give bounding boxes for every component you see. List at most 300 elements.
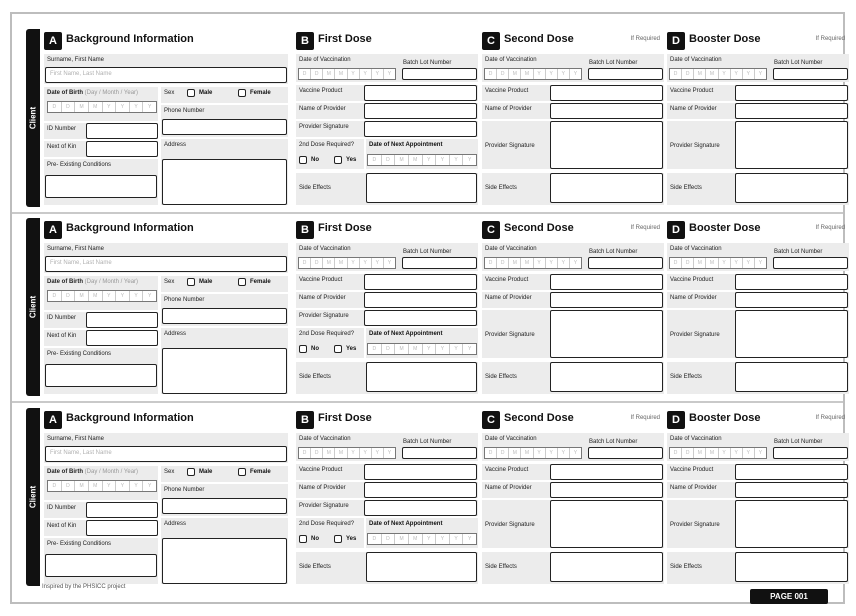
vaccination-date-field[interactable] xyxy=(484,447,582,459)
batch-lot-field[interactable] xyxy=(773,447,848,459)
no-checkbox[interactable] xyxy=(299,345,319,353)
vaccination-date-label: Date of Vaccination xyxy=(667,243,849,271)
date-cell: M xyxy=(323,69,335,79)
date-cell: Y xyxy=(130,291,144,301)
date-cell: Y xyxy=(450,344,464,354)
section-title: First Dose xyxy=(318,412,372,424)
provider-name-label: Name of Provider xyxy=(667,482,849,498)
next-of-kin-field[interactable] xyxy=(86,520,158,536)
batch-lot-field[interactable] xyxy=(588,257,663,269)
yes-label: Yes xyxy=(346,346,357,352)
provider-name-label: Name of Provider xyxy=(296,292,478,308)
female-checkbox[interactable] xyxy=(238,278,271,286)
provider-name-label: Name of Provider xyxy=(482,482,664,498)
conditions-label: Pre- Existing Conditions xyxy=(44,159,158,205)
vaccine-product-label: Vaccine Product xyxy=(482,274,664,290)
conditions-label: Pre- Existing Conditions xyxy=(44,348,158,394)
date-cell: Y xyxy=(387,71,392,77)
surname-label: Surname, First Name xyxy=(44,54,288,84)
section-header xyxy=(44,411,288,431)
provider-signature-field[interactable] xyxy=(550,310,663,358)
provider-signature-label: Provider Signature xyxy=(296,310,478,326)
date-cell: Y xyxy=(758,260,763,266)
second-dose-section xyxy=(482,29,664,207)
dob-date-field[interactable] xyxy=(47,480,157,492)
section-header xyxy=(667,32,849,52)
dob-date-field[interactable] xyxy=(47,290,157,302)
side-effects-label: Side Effects xyxy=(296,552,478,584)
section-letter-b: B xyxy=(296,221,314,239)
date-cell: Y xyxy=(546,258,558,268)
booster-dose-section xyxy=(667,218,849,396)
date-cell: Y xyxy=(387,260,392,266)
checkbox-icon xyxy=(334,345,342,353)
vaccine-product-field[interactable] xyxy=(550,464,663,480)
address-field[interactable] xyxy=(162,538,287,584)
batch-lot-label: Batch Lot Number xyxy=(403,249,452,255)
date-cell: M xyxy=(75,102,89,112)
date-cell: D xyxy=(368,155,382,165)
date-cell: Y xyxy=(436,344,450,354)
date-cell: D xyxy=(497,258,509,268)
date-cell: Y xyxy=(743,69,755,79)
date-cell: M xyxy=(335,258,347,268)
date-cell: D xyxy=(299,69,311,79)
vaccination-date-field[interactable] xyxy=(484,68,582,80)
checkbox-icon xyxy=(187,278,195,286)
date-cell: Y xyxy=(558,69,570,79)
section-letter-c: C xyxy=(482,221,500,239)
date-cell: M xyxy=(75,481,89,491)
section-header xyxy=(296,32,478,52)
date-cell: Y xyxy=(719,448,731,458)
name-field[interactable] xyxy=(45,256,287,272)
vaccine-product-label: Vaccine Product xyxy=(667,464,849,480)
phone-label: Phone Number xyxy=(161,105,288,137)
batch-lot-label: Batch Lot Number xyxy=(774,60,823,66)
date-cell: Y xyxy=(573,450,578,456)
vaccination-card xyxy=(26,29,845,207)
date-cell: D xyxy=(368,534,382,544)
male-label: Male xyxy=(199,90,213,96)
date-cell: Y xyxy=(348,69,360,79)
date-cell: Y xyxy=(719,258,731,268)
date-cell: Y xyxy=(534,69,546,79)
date-cell: M xyxy=(521,448,533,458)
section-title: Booster Dose xyxy=(689,222,761,234)
section-header xyxy=(482,32,664,52)
batch-lot-label: Batch Lot Number xyxy=(774,249,823,255)
date-cell: M xyxy=(706,258,718,268)
provider-name-label: Name of Provider xyxy=(667,103,849,119)
date-cell: Y xyxy=(148,293,152,299)
date-cell: Y xyxy=(546,69,558,79)
conditions-field[interactable] xyxy=(45,175,157,198)
date-cell: D xyxy=(299,448,311,458)
next-appointment-label: Date of Next Appointment xyxy=(366,139,478,169)
date-cell: D xyxy=(48,291,62,301)
address-label: Address xyxy=(161,139,288,205)
vaccine-product-field[interactable] xyxy=(735,464,848,480)
next-appointment-date-field[interactable] xyxy=(367,533,477,545)
id-number-field[interactable] xyxy=(86,123,158,139)
vaccine-product-field[interactable] xyxy=(550,85,663,101)
provider-name-field[interactable] xyxy=(364,103,477,119)
provider-name-field[interactable] xyxy=(735,482,848,498)
vaccination-date-field[interactable] xyxy=(484,257,582,269)
vaccination-date-label: Date of Vaccination xyxy=(482,54,664,82)
provider-signature-label: Provider Signature xyxy=(296,121,478,137)
phone-label: Phone Number xyxy=(161,484,288,516)
section-letter-d: D xyxy=(667,411,685,429)
dob-label: Date of Birth (Day / Month / Year) xyxy=(44,276,158,310)
date-cell: Y xyxy=(758,450,763,456)
date-cell: Y xyxy=(116,481,130,491)
provider-signature-field[interactable] xyxy=(735,500,848,548)
client-label: Client xyxy=(28,485,38,509)
vaccine-product-field[interactable] xyxy=(364,85,477,101)
phone-field[interactable] xyxy=(162,119,287,135)
batch-lot-field[interactable] xyxy=(402,447,477,459)
provider-name-field[interactable] xyxy=(550,482,663,498)
vaccination-date-label: Date of Vaccination xyxy=(667,433,849,461)
client-label: Client xyxy=(28,106,38,130)
vaccine-product-field[interactable] xyxy=(364,274,477,290)
dob-label: Date of Birth (Day / Month / Year) xyxy=(44,87,158,121)
booster-dose-section xyxy=(667,408,849,586)
next-of-kin-field[interactable] xyxy=(86,141,158,157)
date-cell: Y xyxy=(360,258,372,268)
male-checkbox[interactable] xyxy=(187,468,212,476)
vaccination-date-field[interactable] xyxy=(669,257,767,269)
side-effects-field[interactable] xyxy=(366,362,477,392)
date-cell: D xyxy=(497,69,509,79)
male-checkbox[interactable] xyxy=(187,89,212,97)
background-information-section xyxy=(44,218,288,396)
address-field[interactable] xyxy=(162,159,287,205)
yes-label: Yes xyxy=(346,157,357,163)
vaccination-card xyxy=(26,218,845,396)
provider-name-label: Name of Provider xyxy=(296,103,478,119)
date-cell: Y xyxy=(103,102,117,112)
section-title: Booster Dose xyxy=(689,412,761,424)
vaccine-product-label: Vaccine Product xyxy=(482,85,664,101)
date-cell: D xyxy=(311,258,323,268)
next-of-kin-field[interactable] xyxy=(86,330,158,346)
if-required-note: If Required xyxy=(630,36,660,42)
date-cell: Y xyxy=(731,69,743,79)
provider-signature-field[interactable] xyxy=(364,121,477,137)
surname-label: Surname, First Name xyxy=(44,433,288,463)
batch-lot-label: Batch Lot Number xyxy=(403,60,452,66)
conditions-field[interactable] xyxy=(45,364,157,387)
batch-lot-field[interactable] xyxy=(588,447,663,459)
date-cell: M xyxy=(395,155,409,165)
vaccination-date-field[interactable] xyxy=(298,257,396,269)
provider-signature-field[interactable] xyxy=(735,310,848,358)
side-effects-field[interactable] xyxy=(366,552,477,582)
date-cell: D xyxy=(682,448,694,458)
date-cell: M xyxy=(395,534,409,544)
vaccination-date-label: Date of Vaccination xyxy=(296,54,478,82)
vaccination-card xyxy=(26,408,845,586)
id-number-field[interactable] xyxy=(86,312,158,328)
date-cell: D xyxy=(48,102,62,112)
batch-lot-label: Batch Lot Number xyxy=(589,249,638,255)
male-checkbox[interactable] xyxy=(187,278,212,286)
name-field[interactable] xyxy=(45,446,287,462)
side-effects-label: Side Effects xyxy=(296,362,478,394)
date-cell: M xyxy=(395,344,409,354)
date-cell: Y xyxy=(534,448,546,458)
date-cell: Y xyxy=(348,448,360,458)
if-required-note: If Required xyxy=(815,415,845,421)
vaccine-product-label: Vaccine Product xyxy=(482,464,664,480)
date-cell: M xyxy=(89,102,103,112)
section-header xyxy=(296,221,478,241)
provider-signature-label: Provider Signature xyxy=(482,121,664,169)
provider-signature-label: Provider Signature xyxy=(667,500,849,548)
provider-signature-field[interactable] xyxy=(550,121,663,169)
date-cell: D xyxy=(299,258,311,268)
female-checkbox[interactable] xyxy=(238,468,271,476)
date-cell: D xyxy=(368,344,382,354)
date-cell: D xyxy=(382,344,396,354)
vaccine-product-field[interactable] xyxy=(550,274,663,290)
kin-label: Next of Kin xyxy=(44,330,158,346)
batch-lot-field[interactable] xyxy=(402,68,477,80)
date-cell: Y xyxy=(372,69,384,79)
no-checkbox[interactable] xyxy=(299,535,319,543)
section-title: Background Information xyxy=(66,222,194,234)
section-letter-b: B xyxy=(296,32,314,50)
date-cell: Y xyxy=(450,534,464,544)
vaccination-date-field[interactable] xyxy=(298,68,396,80)
yes-label: Yes xyxy=(346,536,357,542)
side-effects-field[interactable] xyxy=(735,362,848,392)
provider-signature-label: Provider Signature xyxy=(482,500,664,548)
provider-name-label: Name of Provider xyxy=(482,292,664,308)
side-effects-field[interactable] xyxy=(735,552,848,582)
vaccination-date-field[interactable] xyxy=(669,447,767,459)
provider-name-field[interactable] xyxy=(735,292,848,308)
provider-signature-field[interactable] xyxy=(735,121,848,169)
side-effects-label: Side Effects xyxy=(482,552,664,584)
background-information-section xyxy=(44,408,288,586)
side-effects-field[interactable] xyxy=(366,173,477,203)
booster-dose-section xyxy=(667,29,849,207)
vaccine-product-label: Vaccine Product xyxy=(296,274,478,290)
section-header xyxy=(44,221,288,241)
provider-signature-label: Provider Signature xyxy=(667,121,849,169)
vaccine-product-field[interactable] xyxy=(735,274,848,290)
date-cell: Y xyxy=(468,346,472,352)
date-cell: D xyxy=(682,69,694,79)
next-appointment-label: Date of Next Appointment xyxy=(366,328,478,358)
batch-lot-field[interactable] xyxy=(402,257,477,269)
vaccination-date-label: Date of Vaccination xyxy=(296,243,478,271)
client-label: Client xyxy=(28,295,38,319)
provider-name-field[interactable] xyxy=(364,292,477,308)
date-cell: Y xyxy=(731,448,743,458)
provider-name-field[interactable] xyxy=(364,482,477,498)
date-cell: Y xyxy=(360,69,372,79)
id-number-field[interactable] xyxy=(86,502,158,518)
date-cell: Y xyxy=(743,448,755,458)
provider-signature-field[interactable] xyxy=(364,500,477,516)
date-cell: Y xyxy=(743,258,755,268)
date-cell: D xyxy=(382,534,396,544)
vaccine-product-field[interactable] xyxy=(735,85,848,101)
date-cell: M xyxy=(509,258,521,268)
if-required-note: If Required xyxy=(630,415,660,421)
next-appointment-date-field[interactable] xyxy=(367,343,477,355)
name-placeholder: First Name, Last Name xyxy=(50,450,112,456)
date-cell: D xyxy=(670,258,682,268)
date-cell: D xyxy=(485,258,497,268)
provider-signature-field[interactable] xyxy=(550,500,663,548)
date-cell: D xyxy=(670,69,682,79)
vaccine-product-field[interactable] xyxy=(364,464,477,480)
provider-signature-field[interactable] xyxy=(364,310,477,326)
yes-checkbox[interactable] xyxy=(334,535,356,543)
date-cell: Y xyxy=(436,155,450,165)
vaccination-date-field[interactable] xyxy=(669,68,767,80)
kin-label: Next of Kin xyxy=(44,141,158,157)
name-placeholder: First Name, Last Name xyxy=(50,260,112,266)
batch-lot-field[interactable] xyxy=(773,257,848,269)
date-cell: Y xyxy=(423,534,437,544)
date-cell: Y xyxy=(360,448,372,458)
date-cell: Y xyxy=(103,481,117,491)
side-effects-label: Side Effects xyxy=(296,173,478,205)
side-effects-label: Side Effects xyxy=(667,362,849,394)
date-cell: D xyxy=(62,102,76,112)
section-letter-d: D xyxy=(667,32,685,50)
section-letter-d: D xyxy=(667,221,685,239)
date-cell: D xyxy=(48,481,62,491)
vaccination-date-field[interactable] xyxy=(298,447,396,459)
yes-checkbox[interactable] xyxy=(334,345,356,353)
date-cell: Y xyxy=(148,483,152,489)
batch-lot-field[interactable] xyxy=(773,68,848,80)
date-cell: M xyxy=(89,481,103,491)
date-cell: Y xyxy=(130,481,144,491)
side-effects-label: Side Effects xyxy=(667,173,849,205)
batch-lot-field[interactable] xyxy=(588,68,663,80)
second-dose-section xyxy=(482,408,664,586)
first-dose-section xyxy=(296,408,478,586)
date-cell: D xyxy=(682,258,694,268)
next-appointment-date-field[interactable] xyxy=(367,154,477,166)
section-letter-c: C xyxy=(482,32,500,50)
yes-checkbox[interactable] xyxy=(334,156,356,164)
date-cell: Y xyxy=(534,258,546,268)
section-title: Second Dose xyxy=(504,222,574,234)
date-cell: M xyxy=(323,448,335,458)
side-effects-field[interactable] xyxy=(550,173,663,203)
checkbox-icon xyxy=(299,345,307,353)
date-cell: M xyxy=(509,448,521,458)
side-effects-field[interactable] xyxy=(550,552,663,582)
section-letter-a: A xyxy=(44,32,62,50)
female-label: Female xyxy=(250,90,271,96)
provider-name-label: Name of Provider xyxy=(482,103,664,119)
name-field[interactable] xyxy=(45,67,287,83)
date-cell: D xyxy=(670,448,682,458)
provider-signature-label: Provider Signature xyxy=(482,310,664,358)
date-cell: Y xyxy=(103,291,117,301)
card-separator xyxy=(12,212,843,214)
sex-label: Sex xyxy=(161,87,288,103)
section-header xyxy=(667,221,849,241)
section-header xyxy=(296,411,478,431)
vaccine-product-label: Vaccine Product xyxy=(667,85,849,101)
date-cell: M xyxy=(521,69,533,79)
side-effects-field[interactable] xyxy=(550,362,663,392)
section-title: Second Dose xyxy=(504,33,574,45)
batch-lot-label: Batch Lot Number xyxy=(774,439,823,445)
vaccine-product-label: Vaccine Product xyxy=(296,464,478,480)
provider-name-label: Name of Provider xyxy=(296,482,478,498)
female-label: Female xyxy=(250,469,271,475)
no-checkbox[interactable] xyxy=(299,156,319,164)
phone-field[interactable] xyxy=(162,498,287,514)
dob-date-field[interactable] xyxy=(47,101,157,113)
if-required-note: If Required xyxy=(815,36,845,42)
section-letter-b: B xyxy=(296,411,314,429)
conditions-field[interactable] xyxy=(45,554,157,577)
second-dose-section xyxy=(482,218,664,396)
checkbox-icon xyxy=(187,89,195,97)
date-cell: M xyxy=(521,258,533,268)
next-appointment-label: Date of Next Appointment xyxy=(366,518,478,548)
date-cell: Y xyxy=(573,71,578,77)
second-dose-required-label: 2nd Dose Required? xyxy=(296,518,364,548)
date-cell: M xyxy=(706,69,718,79)
provider-name-field[interactable] xyxy=(550,103,663,119)
address-label: Address xyxy=(161,518,288,584)
surname-label: Surname, First Name xyxy=(44,243,288,273)
second-dose-required-label: 2nd Dose Required? xyxy=(296,328,364,358)
side-effects-label: Side Effects xyxy=(482,362,664,394)
provider-name-field[interactable] xyxy=(550,292,663,308)
date-cell: M xyxy=(409,155,423,165)
client-side-bar xyxy=(26,408,40,586)
side-effects-label: Side Effects xyxy=(667,552,849,584)
name-placeholder: First Name, Last Name xyxy=(50,71,112,77)
date-cell: D xyxy=(485,69,497,79)
date-cell: M xyxy=(409,534,423,544)
phone-field[interactable] xyxy=(162,308,287,324)
section-title: Background Information xyxy=(66,412,194,424)
date-cell: Y xyxy=(546,448,558,458)
male-label: Male xyxy=(199,469,213,475)
date-cell: Y xyxy=(130,102,144,112)
phone-label: Phone Number xyxy=(161,294,288,326)
side-effects-field[interactable] xyxy=(735,173,848,203)
female-checkbox[interactable] xyxy=(238,89,271,97)
provider-name-field[interactable] xyxy=(735,103,848,119)
provider-name-label: Name of Provider xyxy=(667,292,849,308)
date-cell: Y xyxy=(387,450,392,456)
sex-label: Sex xyxy=(161,276,288,292)
section-letter-a: A xyxy=(44,411,62,429)
background-information-section xyxy=(44,29,288,207)
first-dose-section xyxy=(296,218,478,396)
address-field[interactable] xyxy=(162,348,287,394)
first-dose-section xyxy=(296,29,478,207)
